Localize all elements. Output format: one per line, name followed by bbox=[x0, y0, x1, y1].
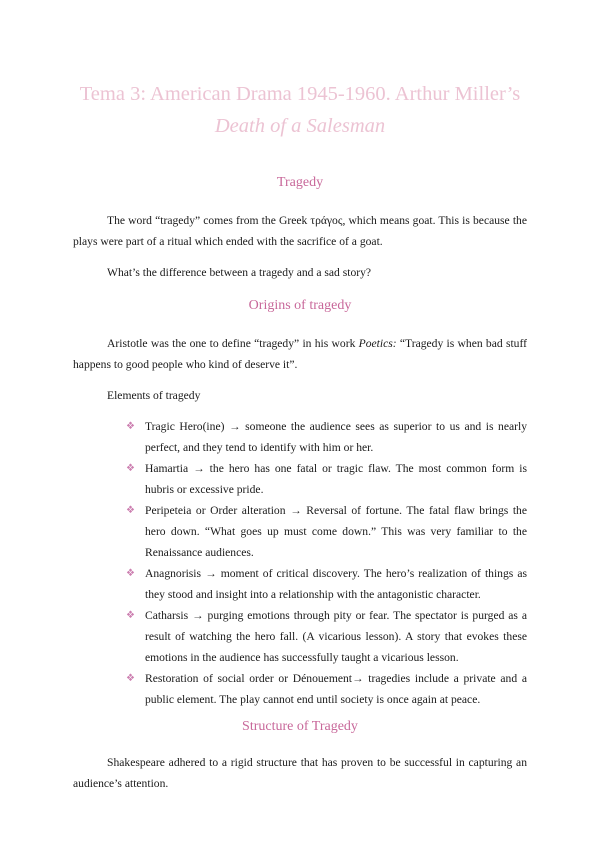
list-item bbox=[125, 500, 527, 563]
document-title bbox=[73, 78, 527, 142]
paragraph-tragedy-question: What’s the difference between a tragedy and a sad story? bbox=[107, 266, 372, 279]
title-line-1: Tema 3: American Drama 1945-1960. Arthur Miller’s bbox=[79, 83, 521, 105]
list-item-text: Tragic Hero(ine) → someone the audience sees as superior to us and is nearly perfect, and they tend to identify with him or her. bbox=[145, 420, 527, 454]
list-item bbox=[125, 605, 527, 668]
aristotle-text-start: Aristotle was the one to define “tragedy” in his work bbox=[107, 337, 359, 350]
paragraph-shakespeare: Shakespeare adhered to a rigid structure that has proven to be successful in capturing an audience’s attention. bbox=[73, 756, 527, 790]
diamond-bullet-icon: ❖ bbox=[126, 673, 135, 684]
list-item-text: Peripeteia or Order alteration → Reversal of fortune. The fatal flaw brings the hero down. “What goes up must come down.” This was very familiar to the Renaissance audiences. bbox=[145, 504, 527, 559]
paragraph-tragedy-etymology bbox=[73, 210, 527, 252]
heading-structure-of-tragedy: Structure of Tragedy bbox=[242, 719, 358, 734]
elements-label: Elements of tragedy bbox=[107, 389, 201, 402]
paragraph-aristotle bbox=[73, 333, 527, 375]
list-item-text: Restoration of social order or Dénouement→ tragedies include a private and a public element. The play cannot end until society is once again at peace. bbox=[145, 672, 527, 706]
etymology-text-end: , which means goat. This is because the plays were part of a ritual which ended with the sacrifice of a goat. bbox=[73, 214, 527, 248]
diamond-bullet-icon: ❖ bbox=[126, 568, 135, 579]
aristotle-text-end: “Tragedy is when bad stuff happens to good people who kind of deserve it”. bbox=[73, 337, 527, 371]
list-item bbox=[125, 563, 527, 605]
title-line-2: Death of a Salesman bbox=[214, 115, 386, 137]
diamond-bullet-icon: ❖ bbox=[126, 505, 135, 516]
diamond-bullet-icon: ❖ bbox=[126, 463, 135, 474]
list-item bbox=[125, 458, 527, 500]
elements-list bbox=[73, 416, 527, 710]
heading-tragedy: Tragedy bbox=[276, 175, 324, 190]
list-item bbox=[125, 668, 527, 710]
greek-word: τράγος bbox=[310, 214, 343, 227]
list-item-text: Hamartia → the hero has one fatal or tragic flaw. The most common form is hubris or excessive pride. bbox=[145, 462, 527, 496]
diamond-bullet-icon: ❖ bbox=[126, 610, 135, 621]
heading-origins-of-tragedy: Origins of tragedy bbox=[248, 298, 352, 313]
etymology-text-start: The word “tragedy” comes from the Greek bbox=[107, 214, 311, 227]
list-item-text: Catharsis → purging emotions through pity or fear. The spectator is purged as a result of watching the hero fall. (A vicarious lesson). A story that evokes these emotions in the audience has successfully taught a vicarious lesson. bbox=[145, 609, 527, 664]
list-item bbox=[125, 416, 527, 458]
work-title-poetics: Poetics: bbox=[358, 337, 397, 350]
list-item-text: Anagnorisis → moment of critical discovery. The hero’s realization of things as they stood and insight into a relationship with the antagonistic character. bbox=[145, 567, 527, 601]
diamond-bullet-icon: ❖ bbox=[126, 421, 135, 432]
